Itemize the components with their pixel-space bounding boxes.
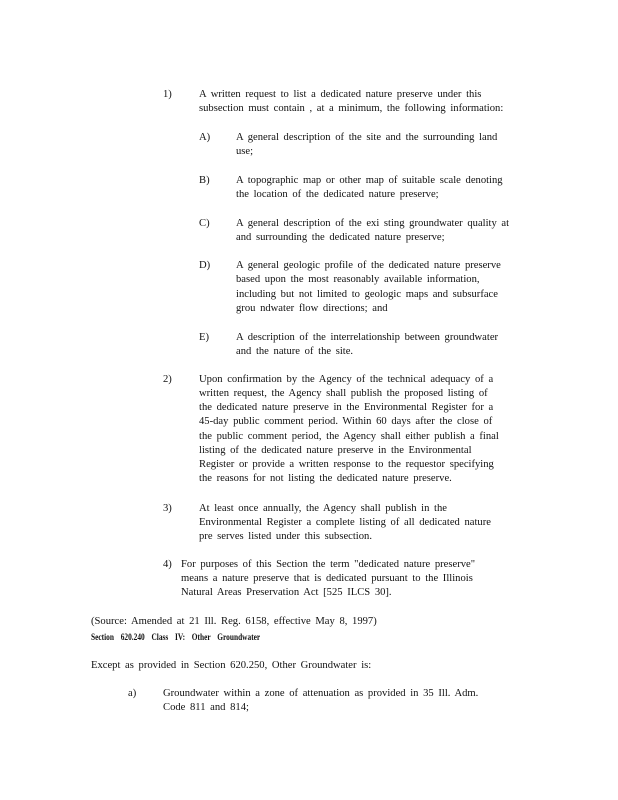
subitem-text-line: A general description of the exi sting groundwater quality at [236, 218, 510, 229]
item-text-line: Register or provide a written response to the requestor specifying [199, 459, 494, 470]
item-text-line: At least once annually, the Agency shall publish in the [199, 503, 447, 514]
item-label: a) [128, 688, 137, 699]
subitem-text-line: A general geologic profile of the dedicated nature preserve [236, 260, 501, 271]
source-note: (Source: Amended at 21 Ill. Reg. 6158, effective May 8, 1997) [91, 616, 377, 627]
subitem-text-line: including but not limited to geologic maps and subsurface [236, 289, 498, 300]
subitem-text-line: the location of the dedicated nature preserve; [236, 189, 439, 200]
item-text-line: Natural Areas Preservation Act [525 ILCS 30]. [181, 587, 392, 598]
item-text-line: means a nature preserve that is dedicated pursuant to the Illinois [181, 573, 473, 584]
item-text-line: 45-day public comment period. Within 60 days after the close of [199, 416, 493, 427]
item-number: 1) [163, 89, 172, 100]
subitem-text-line: A general description of the site and the surrounding land [236, 132, 498, 143]
subitem-label: B) [199, 175, 210, 186]
item-text-line: the public comment period, the Agency shall either publish a final [199, 431, 499, 442]
item-text-line: Environmental Register a complete listing of all dedicated nature [199, 517, 491, 528]
subitem-label: C) [199, 218, 210, 229]
item-number: 3) [163, 503, 172, 514]
item-text-line: A written request to list a dedicated nature preserve under this [199, 89, 482, 100]
item-text-line: Code 811 and 814; [163, 702, 249, 713]
subitem-text-line: based upon the most reasonably available information, [236, 274, 480, 285]
item-text-line: subsection must contain , at a minimum, the following information: [199, 103, 504, 114]
item-text-line: pre serves listed under this subsection. [199, 531, 372, 542]
subitem-text-line: A topographic map or other map of suitable scale denoting [236, 175, 503, 186]
subitem-text-line: A description of the interrelationship between groundwater [236, 332, 499, 343]
subitem-text-line: use; [236, 146, 254, 157]
item-text-line: listing of the dedicated nature preserve in the Environmental [199, 445, 472, 456]
item-text-line: the reasons for not listing the dedicated nature preserve. [199, 473, 452, 484]
subitem-label: D) [199, 260, 211, 271]
item-number: 2) [163, 374, 172, 385]
item-text-line: For purposes of this Section the term "dedicated nature preserve" [181, 559, 476, 570]
item-text-line: the dedicated nature preserve in the Environmental Register for a [199, 402, 494, 413]
subitem-text-line: and surrounding the dedicated nature preserve; [236, 232, 445, 243]
item-text-line: Upon confirmation by the Agency of the technical adequacy of a [199, 374, 494, 385]
item-text-line: Groundwater within a zone of attenuation as provided in 35 Ill. Adm. [163, 688, 479, 699]
section-heading: Section 620.240 Class IV: Other Groundwater [91, 632, 261, 642]
subitem-label: A) [199, 132, 211, 143]
subitem-label: E) [199, 332, 209, 343]
intro-paragraph: Except as provided in Section 620.250, Other Groundwater is: [91, 660, 372, 671]
item-text-line: written request, the Agency shall publish the proposed listing of [199, 388, 488, 399]
subitem-text-line: grou ndwater flow directions; and [236, 303, 388, 314]
subitem-text-line: and the nature of the site. [236, 346, 354, 357]
item-number: 4) [163, 559, 172, 570]
